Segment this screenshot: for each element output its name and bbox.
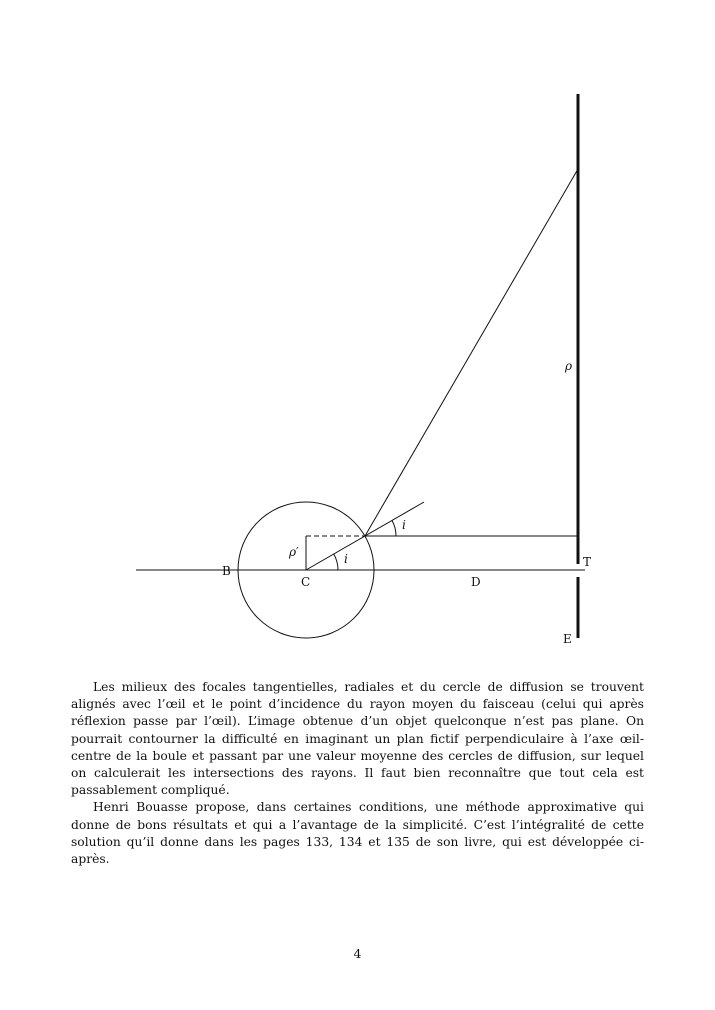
paragraph-1: Les milieux des focales tangentielles, radiales et du cercle de diffusion se trouvent alignés avec l’œil et le point d’incidence du rayon moyen du faisceau (celui qui après réflexion passe par l’œil). L’image obtenue d’un objet quelconque n’est pas plane. On pourrait contourner la difficulté en imaginant un plan fictif perpendiculaire à l’axe œil-centre de la boule et passant par une valeur moyenne des cercles de diffusion, sur lequel on calculerait les intersections des rayons. Il faut bien reconnaître que tout cela est passablement compliqué.	[71, 680, 644, 798]
label-t: T	[583, 555, 592, 569]
angle-arc-lower	[334, 554, 338, 570]
label-e: E	[563, 632, 572, 646]
incident-ray-line	[365, 169, 578, 536]
label-rho-prime: ρ′	[289, 545, 299, 559]
body-text	[71, 679, 644, 868]
label-b: B	[222, 564, 231, 578]
label-rho: ρ	[565, 359, 573, 373]
label-d: D	[471, 575, 481, 589]
label-i-lower: i	[344, 552, 348, 566]
page-number: 4	[353, 946, 362, 961]
paragraph-2: Henri Bouasse propose, dans certaines conditions, une méthode approximative qui donne de bons résultats et qui a l’avantage de la simplicité. C’est l’intégralité de cette solution qu’il donne dans les pages 133, 134 et 135 de son livre, qui est développée ci-après.	[71, 800, 644, 867]
label-i-upper: i	[402, 518, 406, 532]
label-c: C	[301, 575, 311, 589]
angle-arc-upper	[392, 521, 396, 537]
